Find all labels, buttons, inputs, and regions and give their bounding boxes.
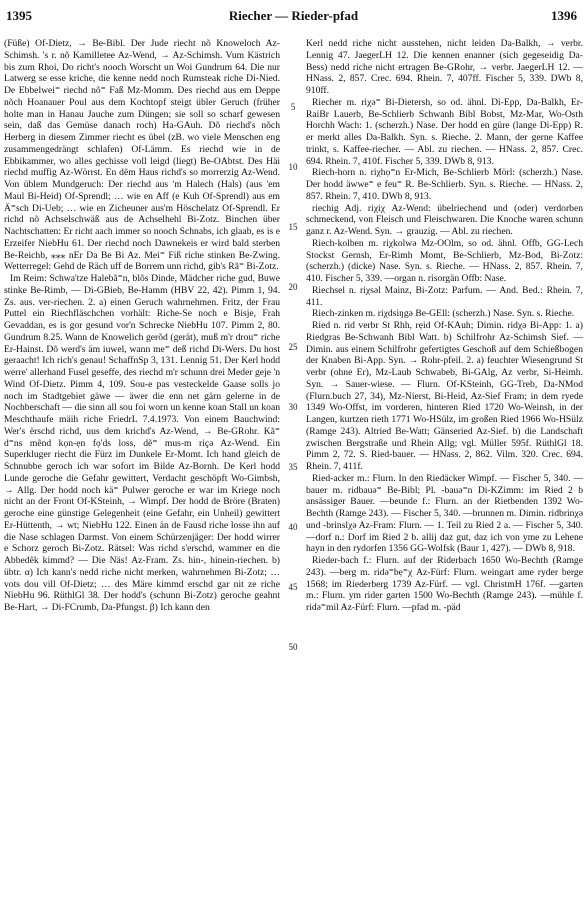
entry-rieder-bach: Rieder-bach f.: Flurn. auf der Riderbach 1650 Wo-Bechth (Ramge 243). —berg m. ridə⁼bẹ⁼χ Az-Fürf: Flurn. weingart ame ryder berge 1568; im Riederberg 1739 Az-Fürf. — vgl. ChristmH 176f. —garten m.: Flurn. ym rider garten 1500 Wo-Bechth (Ramge 243). —mühle f. ridə⁼mil Az-Fürf: Flurn. —pfad m. -päd <box>306 555 583 613</box>
entry-riech-horn: Riech-horn n. riχhọ⁼n Er-Mich, Be-Schlierb Mörl: (scherzh.) Nase. Der hodd äwwe⁼ e feu⁼ R. Be-Schlierb. Syn. s. Rieche. — HNass. 2, 857. Rhein. 7, 410. DWb 8, 913. <box>306 167 583 202</box>
right-page-number: 1396 <box>551 8 577 23</box>
entry-riech-kolben: Riech-kolben m. riχkolwə Mz-OOlm, so od. ähnl. Offb, GG-Lech Stockst Gernsh, Er-Rimh Momt, Be-Schlierb, Mz-Bod, Bi-Zotz: (scherzh.) (dicke) Nase. Syn. s. Rieche. — HNass. 2, 857. Rhein. 7, 410. Fischer 5, 339. —organ n. risorgän Offb: Nase. <box>306 237 583 284</box>
entry-riecher: Riecher m. riχə⁼ Bi-Dietersh, so od. ähnl. Di-Epp, Da-Balkh, Er-RaiBr Lauerb, Be-Schlierb Schwanh Bibl Bobst, Mz-Mar, Wo-Osth Horchh Wach: 1. (scherzh.) Nase. Der hodd en güre (lange Di-Epp) R. er merkt alles Da-Balkh. Syn. s. Rieche. 2. Mann, der gerne Kaffee trinkt, s. Kaffee-riecher. — Abl. zu riechen. — HNass. 2, 857. Crec. 694. Rhein. 7, 410f. Fischer 5, 339. DWb 8, 913. <box>306 96 583 167</box>
line-number: 20 <box>288 282 298 292</box>
line-number: 30 <box>288 402 298 412</box>
right-column <box>306 38 583 614</box>
right-paragraph: Kerl nedd riche nicht ausstehen, nicht leiden Da-Balkh, → verbr. Lennig 47. JaegerLH 12. Die kennen enanner (sich gegeseidig Da-Bess) nedd riche nicht ertragen Be-GRohr, → verbr. JaegerLH 12. — HNass. 2, 857. Crec. 694. Rhein. 7, 407ff. Fischer 5, 339. DWb 8, 910ff. <box>306 38 583 96</box>
entry-riech-zinken: Riech-zinken m. riχdsiŋgə Be-GEll: (scherzh.) Nase. Syn. s. Rieche. <box>312 308 575 320</box>
running-head: Riecher — Rieder-pfad <box>228 8 359 23</box>
left-paragraph: (Füße) Of-Dietz, → Be-Bibl. Der Jude riecht nõ Knoweloch Az-Schimsh. 's r. nõ Kamilletee Az-Wend, → Az-Schimsh. Vum Kästrich bis zum Rhoi, Do richt's nooch Worscht un Woi Gundrum 64. Die nur Latwerg se esse kriche, die kenne nedd noch Rumsteak riche Di-Nied. De Ebbelwei⁼ riechd nõ⁼ Faß Mz-Momm. Des riechd aus em Deppe nõch Hoanauer Poul aus dem Kochtopf steigt übler Geruch (früher holte man in Hanau Jauche zum Düngen; sie soll so scharf gewesen sein, daß das Gemüse danach roch) Ha-GAuh. Dõ riechd's nõch Herberg in diesem Zimmer riecht es übel (zB. wo viele Menschen eng zusammengedrängt schlafen) Of-Lämm. Es riechd wie in de Ebbikammer, wo alles gechisse voll leigd (liegt) Be-OAbtst. Des Häi riechd muffig Az-Wörrst. En dẽm Haus richd's so morrerzig Az-Wend. Von üblem Mundgeruch: Der riechd aus 'm Halech (Hals) (aus 'em Maul Bi-Heid) Of-Sprendl; … wie en Aff (e Kuh Of-Sprendl) aus em Ä⁼sch Di-Ueb; … wie en Zicheuner aus'm Höschelatz Of-Sprendl. Er richd nõ Achselschwäß aus de Achselhehl Bi-Zotz. Binchen über Nachtschatten: Er richt aach immer so nooch Schnabs, ich glaab, es is e Erzeifer NiebHu 61. Der riechd noch Dawnekeis er wird bald sterben Be-Reichb, ⁎⁎⁎ nEr Da Be Bi Az. Mei⁼ Fiß riche stinken Be-Zwing. Wetterregel: Gehd de Räch uff de Borrem unn richd, gib's Rã⁼ Bi-Zotz. <box>4 38 280 273</box>
entry-ried-acker: Ried-acker m.: Flurn. In den Riedäcker Wimpf. — Fischer 5, 340. —bauer m. ridbauə⁼ Be-Bibl; Pl. -bauə⁼n Di-KZimm: im Ried 2 b ansässiger Bauer. —beunde f.: Flurn. an der Rietbenden 1392 Wo-Bechth (Ramge 243). — Fischer 5, 340. —brunnen m. Dimin. ridbrinχə und -brinslχə Az-Fram: Flurn. — 1. Teil zu Ried 2 a. — Fischer 5, 340. —dorf n.: Dorf im Ried 2 b. allij daz gut, daz ich von yme zu Lehene hayn in den rydorfen 1356 GG-Wolfsk (Baur 1, 427). — DWb 8, 918. <box>306 472 583 555</box>
line-number: 25 <box>288 342 298 352</box>
left-paragraph: Im Reim: Schwa'tze Halebã⁼n, blõs Dinde, Mädcher riche gud, Buwe stinke Be-Rimb, — Di-GBieb, Be-Hamm (HBV 22, 42). Pimm 1, 94. Zs. aus. ver-riechen. 2. a) einen Geruch wahrnehmen. Fritz, der Frau Puttel ein Riechfläschchen vorhält: Riche-Se noch e Bisje, Frah Gevaddan, es is gor gesund vor'n Schrecke NiebHu 107. Pimm 2, 80. Gundrum 8.25. Wann de Knowelich gerõd (gerät), muß m'r drou⁼ riche Er-Hainst. Dõ werd's äm iuwel, wann me⁼ deß richd Di-Wers. Du host geraacht! Ich rich's genau! SchaffnSp 3, 131. Lennig 51. Der Kerl hodd werre' allerhand Fusel geseffe, des riechd m'r schunn drei Meder geje 'n Wind Of-Dietz. Pimm 4, 109. Sou-e pas vesteckelde Gaase solls jo noch im Stadtgebiet gäwe — äwer die enn net gärn gelerne in de Nochberschaft — die sinn all sou foi worn un kenne koan Stall un koan Meschthaufe mäih riche FriedrL 7.4.1973. Von einem Bauchwind: Wer's ërschd richd, uus dem krichd's Az-Wend, → Be-GRohr. Kã⁼ d⁼ns mẽnd kọn-ẹn fọ'ds loss, dẽ⁼ mus-m riçə Az-Wend. Ein Superkluger riecht die Fürz im Dunkele Er-Momt. Ich hand gleich de Schnubbe geroch ich war sofort im Bilde Az-Bornh. De Kerl hodd Lunde geroche die Gefahr gewittert, Verdacht geschöpft Wo-Gimbsh, → Allg. Der hodd noch kä⁼ Pulwer geroche er war im Kriege noch nicht an der Front Of-KSteinh, → Wimpf. Der hodd de Bröre (Braten) geroche eine günstige Gelegenheit (eine Gefahr, ein Unheil) gewittert Er-Hüttenth, → wt; NiebHu 122. Einen än de Fausd riche losse ihn auf die Nase schlagen Darmst. Von einem Schürzenjäger: Der hodd wirrer e Schorz geroch Bi-Zotz. Rätsel: Was richd s'erschd, wammer en die Abbedêk kimmd? — Die Näs! Az-Fram. Zs. hin-, hinein-riechen. b) übtr. α) Ich kann's nedd riche nicht merken, wahrnehmen Bi-Zotz; … vots dou vill Of-Dietz; … des Märe kimmd erschd gar nit ze riche NiebHu 96. RüthlGl 38. Der hodd's (schunn Bi-Zotz) geroche geahnt Be-Hart, → Di-FCrumb, Da-Pfungst. β) Ich kann den <box>4 273 280 613</box>
entry-ried: Ried n. rid verbr St Rhh, rẹid Of-KAuh; Dimin. ridχə Bi-App: 1. a) Riedgras Be-Schwanh Bibl Watt. b) Schilfrohr Az-Schimsh Sief. — Dimin. aus einem Schilfrohr gefertigtes Geschoß auf dem Schießbogen der Knaben Bi-App. Syn. → Rohr-pfeil. 2. a) feuchter Wiesengrund St verbr (ohne Er), Mz-Laub Schwabeb, Bi-GAlg, Az verbr, Si-Heimh. Syn. → Sauer-wiese. — Flurn. Of-KSteinh, GG-Treb, Da-NMod (Flurn.buch 27, 34), Mz-Nierst, Bi-Heid, Az-Sief Fram; in dem ryede 1349 Wo-Offst, im vorderen, hinteren Ried 1720 Wo-Weinsh, in der Langen, kurtzen rieth 1771 Wo-HSülz, im großen Ried 1966 Wo-HSülz (Ramge 243). Altried Be-Watt; Gänseried Az-Sief. b) die Landschaft zwischen Bergstraße und Rhein Allg; vgl. Müller 595f. RüthlGl 18. Pimm 2, 72. S. Ried-bauer. — HNass. 2, 862. Vilm. 320. Crec. 694. Rhein. 7, 411f. <box>306 320 583 472</box>
line-number: 10 <box>288 162 298 172</box>
entry-riechig: riechig Adj. riχiχ Az-Wend: übelriechend und (oder) verdorben schmeckend, von Fleisch und Fleischwaren. Die Knoche waren schunn ganz r. Az-Wend. Syn. → grauzig. — Abl. zu riechen. <box>306 202 583 237</box>
left-column <box>4 38 280 614</box>
line-number: 40 <box>288 522 298 532</box>
line-number: 15 <box>288 222 298 232</box>
line-number: 45 <box>288 582 298 592</box>
line-number: 35 <box>288 462 298 472</box>
line-number: 5 <box>290 102 296 112</box>
line-number-gutter <box>282 38 304 898</box>
line-number: 50 <box>288 642 298 652</box>
left-page-number: 1395 <box>6 8 32 23</box>
entry-riechsel: Riechsel n. riχsəl Mainz, Bi-Zotz: Parfum. — And. Bed.: Rhein. 7, 411. <box>306 284 583 308</box>
